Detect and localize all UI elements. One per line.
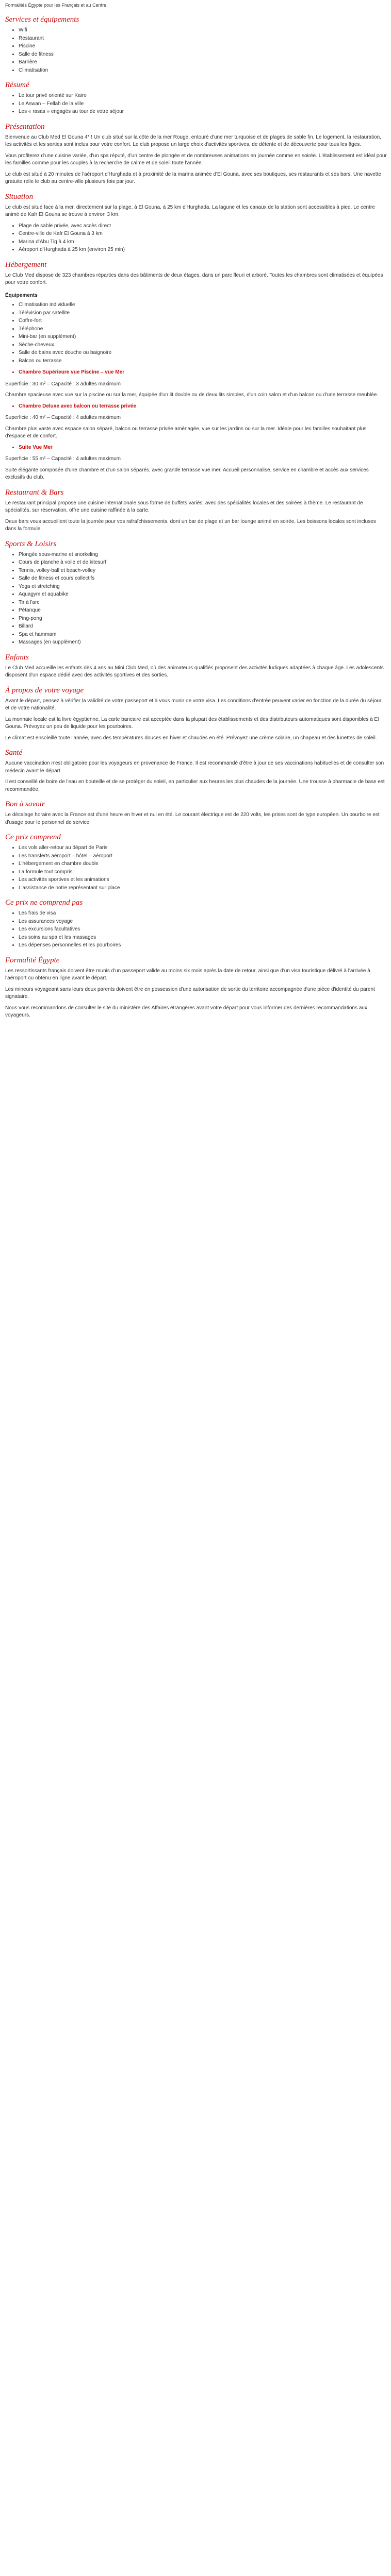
- non-inclus-list: [5, 910, 387, 950]
- list-item: • Restaurant: [19, 35, 387, 43]
- room-type: [5, 369, 387, 377]
- list-item: • Centre-ville de Kafr El Gouna à 3 km: [19, 230, 387, 238]
- paragraph: Le club est situé à 20 minutes de l'aéroport d'Hurghada et à proximité de la marina animée d'El Gouna, avec ses boutiques, ses restaurants et ses bars. Une navette gratuite relie le club au centre-ville plusieurs fois par jour.: [5, 171, 381, 185]
- list-item: • Coffre-fort: [19, 317, 387, 325]
- list-item: • Plongée sous-marine et snorkeling: [19, 551, 387, 559]
- list-item: • Plage de sable privée, avec accès direct: [19, 223, 387, 230]
- list-item: • Le tour privé orienté sur Kairo: [19, 92, 387, 100]
- paragraph: Les mineurs voyageant sans leurs deux parents doivent être en possession d'une autorisation de sortie du territoire accompagnée d'une pièce d'identité du parent signataire.: [5, 986, 375, 1000]
- list-item: • Mini-bar (en supplément): [19, 333, 387, 341]
- paragraph: Le Club Med dispose de 323 chambres réparties dans des bâtiments de deux étages, dans un parc fleuri et arboré. Toutes les chambres sont climatisées et équipées pour votre confort.: [5, 272, 383, 286]
- equipements-list: [5, 301, 387, 365]
- paragraph: Avant le départ, pensez à vérifier la validité de votre passeport et à vous munir de votre visa. Les conditions d'entrée peuvent varier en fonction de la durée du séjour et de votre nationalité.: [5, 698, 382, 711]
- page: [0, 0, 391, 1035]
- list-item: • Yoga et stretching: [19, 583, 387, 591]
- room-detail: Superficie : 55 m² – Capacité : 4 adultes maximum: [5, 456, 121, 462]
- intro-text: Formalités Égypte pour les Français et au Centre.: [5, 3, 108, 8]
- list-item: • Télévision par satellite: [19, 310, 387, 317]
- section-title-services: Services et équipements: [5, 15, 79, 24]
- list-item: • Tennis, volley-ball et beach-volley: [19, 567, 387, 575]
- section-title-resume: Résumé: [5, 81, 29, 90]
- paragraph: Le Club Med accueille les enfants dès 4 ans au Mini Club Med, où des animateurs qualifiés proposent des activités ludiques adaptées à chaque âge. Les adolescents disposent d'un espace dédié avec des activités sportives et des sorties.: [5, 665, 384, 679]
- paragraph: Le décalage horaire avec la France est d'une heure en hiver et nul en été. Le courant électrique est de 220 volts, les prises sont de type européen. Un pourboire est d'usage pour le personnel de service.: [5, 812, 380, 825]
- paragraph: La monnaie locale est la livre égyptienne. La carte bancaire est acceptée dans la plupart des établissements et des distributeurs automatiques sont disponibles à El Gouna. Prévoyez un peu de liquide pour les pourboires.: [5, 716, 379, 730]
- room-name: • Chambre Supérieure vue Piscine – vue Mer: [19, 369, 387, 377]
- section-title-bon-a-savoir: Bon à savoir: [5, 800, 45, 809]
- paragraph: Deux bars vous accueillent toute la journée pour vos rafraîchissements, dont un bar de plage et un bar lounge animé en soirée. Les boissons locales sont incluses dans la formule.: [5, 518, 376, 532]
- list-item: • Pétanque: [19, 607, 387, 615]
- room-detail: Superficie : 30 m² – Capacité : 3 adultes maximum: [5, 381, 121, 387]
- room-type: [5, 444, 387, 452]
- list-item: • Massages (en supplément): [19, 639, 387, 647]
- list-item: • Ping-pong: [19, 615, 387, 623]
- list-item: • Tir à l'arc: [19, 599, 387, 607]
- list-item: • Le Aswan – Fellah de la ville: [19, 100, 387, 108]
- situation-list: [5, 223, 387, 254]
- section-title-formalites: Formalité Égypte: [5, 956, 60, 964]
- list-item: • Les excursions facultatives: [19, 926, 387, 934]
- list-item: • Spa et hammam: [19, 631, 387, 639]
- list-item: • Climatisation: [19, 67, 387, 75]
- paragraph: Il est conseillé de boire de l'eau en bouteille et de se protéger du soleil, en particulier aux heures les plus chaudes de la journée. Une trousse à pharmacie de base est recommandée.: [5, 779, 385, 792]
- room-name: • Suite Vue Mer: [19, 444, 387, 452]
- list-item: • Climatisation individuelle: [19, 301, 387, 309]
- list-item: • La formule tout compris: [19, 869, 387, 876]
- sports-list: [5, 551, 387, 647]
- services-list: [5, 27, 387, 74]
- section-title-sante: Santé: [5, 749, 23, 757]
- paragraph: Vous profiterez d'une cuisine variée, d'un spa réputé, d'un centre de plongée et de nombreuses animations en journée comme en soirée. L'établissement est idéal pour les familles comme pour les couples à la recherche de calme et de soleil toute l'année.: [5, 152, 387, 166]
- list-item: • Les assurances voyage: [19, 918, 387, 926]
- list-item: • Les vols aller-retour au départ de Paris: [19, 844, 387, 852]
- section-title-restauration: Restaurant & Bars: [5, 488, 64, 497]
- resume-list: [5, 92, 387, 116]
- section-title-astuce: À propos de votre voyage: [5, 686, 84, 694]
- subsection-title-equipements: Équipements: [5, 292, 38, 298]
- section-title-enfants: Enfants: [5, 653, 29, 662]
- list-item: • Billard: [19, 623, 387, 631]
- list-item: • Aéroport d'Hurghada à 25 km (environ 25 min): [19, 246, 387, 254]
- section-title-hebergement: Hébergement: [5, 260, 47, 269]
- paragraph: Le climat est ensoleillé toute l'année, avec des températures douces en hiver et chaudes en été. Prévoyez une crème solaire, un chapeau et des lunettes de soleil.: [5, 735, 377, 741]
- room-name: • Chambre Deluxe avec balcon ou terrasse privée: [19, 403, 387, 411]
- room-type: [5, 403, 387, 411]
- list-item: • Salle de fitness: [19, 51, 387, 59]
- section-title-non-inclus: Ce prix ne comprend pas: [5, 899, 83, 907]
- list-item: • Wifi: [19, 27, 387, 35]
- paragraph: Les ressortissants français doivent être munis d'un passeport valide au moins six mois après la date de retour, ainsi que d'un visa touristique délivré à l'arrivée à l'aéroport ou obtenu en ligne avant le départ.: [5, 968, 370, 981]
- room-detail: Superficie : 40 m² – Capacité : 4 adultes maximum: [5, 415, 121, 421]
- list-item: • Salle de bains avec douche ou baignoire: [19, 349, 387, 357]
- list-item: • Les soins au spa et les massages: [19, 934, 387, 942]
- paragraph: Bienvenue au Club Med El Gouna 4* ! Un club situé sur la côte de la mer Rouge, entouré d'une mer turquoise et de plages de sable fin. Le logement, la restauration, les activités et les sorties sont inclus pour votre confort. Le club propose un large choix d'activités sportives, de détente et de découverte pour tous les âges.: [5, 134, 382, 148]
- paragraph: Le club est situé face à la mer, directement sur la plage, à El Gouna, à 25 km d'Hurghada. La lagune et les canaux de la station sont accessibles à pied. Le centre animé de Kafr El Gouna se trouve à environ 3 km.: [5, 204, 375, 218]
- paragraph: Chambre plus vaste avec espace salon séparé, balcon ou terrasse privée aménagée, vue sur les jardins ou sur la mer. Idéale pour les familles souhaitant plus d'espace et de confort.: [5, 426, 367, 439]
- inclus-list: [5, 844, 387, 892]
- list-item: • Téléphone: [19, 326, 387, 333]
- list-item: • Piscine: [19, 43, 387, 50]
- section-title-presentation: Présentation: [5, 122, 45, 131]
- list-item: • Les frais de visa: [19, 910, 387, 918]
- paragraph: Suite élégante composée d'une chambre et d'un salon séparés, avec grande terrasse vue mer. Accueil personnalisé, service en chambre et accès aux services exclusifs du club.: [5, 467, 369, 481]
- section-title-inclus: Ce prix comprend: [5, 833, 61, 842]
- list-item: • Les transferts aéroport – hôtel – aéroport: [19, 853, 387, 860]
- list-item: • Cours de planche à voile et de kitesurf: [19, 559, 387, 567]
- list-item: • Les « rasas » engagés au tour de votre séjour: [19, 108, 387, 116]
- list-item: • Salle de fitness et cours collectifs: [19, 575, 387, 583]
- list-item: • L'hébergement en chambre double: [19, 860, 387, 868]
- section-title-situation: Situation: [5, 192, 34, 201]
- paragraph: Nous vous recommandons de consulter le site du ministère des Affaires étrangères avant votre départ pour vous informer des dernières recommandations aux voyageurs.: [5, 1005, 367, 1019]
- list-item: • Barrière: [19, 59, 387, 66]
- section-title-sports: Sports & Loisirs: [5, 539, 57, 548]
- list-item: • Aquagym et aquabike: [19, 591, 387, 599]
- list-item: • Sèche-cheveux: [19, 342, 387, 349]
- list-item: • L'assistance de notre représentant sur place: [19, 885, 387, 892]
- paragraph: Le restaurant principal propose une cuisine internationale sous forme de buffets variés, avec des spécialités locales et des soirées à thème. Le restaurant de spécialités, sur réservation, offre une cuisine raffinée à la carte.: [5, 500, 363, 514]
- paragraph: Chambre spacieuse avec vue sur la piscine ou sur la mer, équipée d'un lit double ou de deux lits simples, d'un coin salon et d'un balcon ou d'une terrasse meublée.: [5, 392, 379, 398]
- list-item: • Marina d'Abu Tig à 4 km: [19, 239, 387, 246]
- list-item: • Les activités sportives et les animations: [19, 876, 387, 884]
- list-item: • Les dépenses personnelles et les pourboires: [19, 942, 387, 950]
- list-item: • Balcon ou terrasse: [19, 358, 387, 365]
- paragraph: Aucune vaccination n'est obligatoire pour les voyageurs en provenance de France. Il est recommandé d'être à jour de ses vaccinations habituelles et de consulter son médecin avant le départ.: [5, 760, 384, 774]
- bottom-spacer: [5, 1023, 387, 1028]
